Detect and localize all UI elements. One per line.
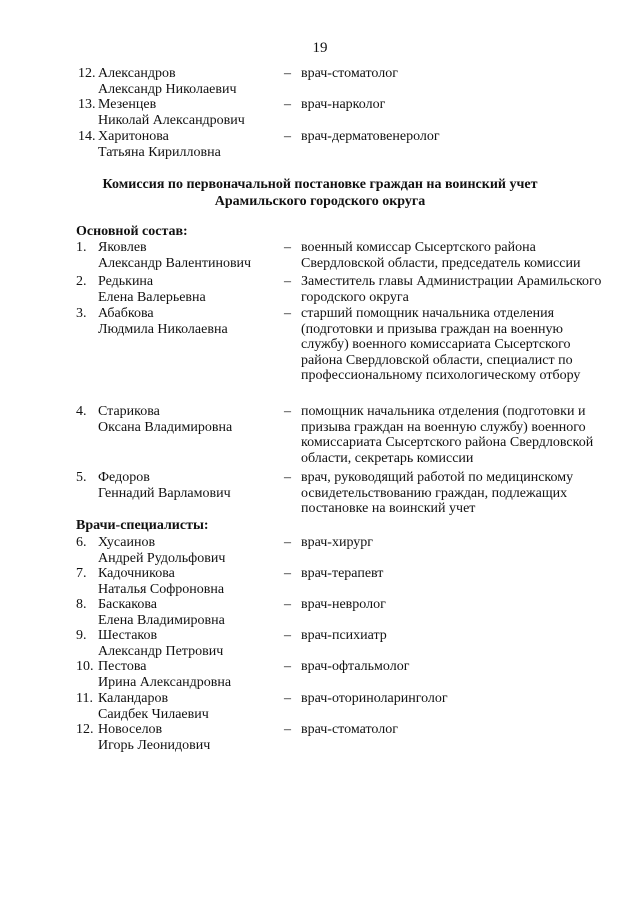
dash: – (284, 306, 291, 321)
item-number: 2. (76, 274, 87, 289)
commission-title-line1: Комиссия по первоначальной постановке граждан на воинский учет (102, 177, 538, 192)
given-name: Александр Николаевич (98, 82, 237, 97)
position: старший помощник начальника отделения (подготовки и призыва граждан на военную службу) военного комиссариата Сысертского района Свердловской области, специалист по профессиональному психологическому отбору (301, 306, 581, 383)
dash: – (284, 659, 291, 674)
item-number: 11. (76, 691, 93, 706)
surname: Баскакова (98, 597, 158, 612)
surname: Кадочникова (98, 566, 175, 581)
position: военный комиссар Сысертского района Свердловской области, председатель комиссии (301, 240, 581, 271)
position: врач-хирург (301, 535, 374, 550)
position: врач-психиатр (301, 628, 387, 643)
position: врач-оториноларинголог (301, 691, 448, 706)
given-name: Оксана Владимировна (98, 420, 233, 435)
item-number: 10. (76, 659, 94, 674)
position: помощник начальника отделения (подготовки и призыва граждан на военную службу) военного комиссариата Сысертского района Свердловской области, секретарь комиссии (301, 404, 594, 466)
dash: – (284, 66, 291, 81)
given-name: Александр Валентинович (98, 256, 252, 271)
surname: Редькина (98, 274, 154, 289)
position: врач-стоматолог (301, 722, 398, 737)
dash: – (284, 628, 291, 643)
dash: – (284, 97, 291, 112)
commission-title-line2: Арамильского городского округа (214, 194, 426, 209)
position: врач-офтальмолог (301, 659, 410, 674)
surname: Хусаинов (98, 535, 156, 550)
section-heading-main: Основной состав: (76, 224, 188, 239)
item-number: 7. (76, 566, 87, 581)
position: врач-терапевт (301, 566, 384, 581)
surname: Яковлев (98, 240, 147, 255)
item-number: 9. (76, 628, 87, 643)
item-number: 12. (76, 722, 94, 737)
surname: Федоров (98, 470, 150, 485)
dash: – (284, 597, 291, 612)
surname: Александров (98, 66, 176, 81)
given-name: Андрей Рудольфович (98, 551, 226, 566)
dash: – (284, 722, 291, 737)
surname: Новоселов (98, 722, 163, 737)
surname: Мезенцев (98, 97, 157, 112)
given-name: Ирина Александровна (98, 675, 232, 690)
surname: Старикова (98, 404, 160, 419)
dash: – (284, 404, 291, 419)
position: Заместитель главы Администрации Арамильского городского округа (301, 274, 602, 305)
dash: – (284, 566, 291, 581)
item-number: 1. (76, 240, 87, 255)
position: врач, руководящий работой по медицинскому освидетельствованию граждан, подлежащих постановке на воинский учет (301, 470, 574, 516)
given-name: Геннадий Варламович (98, 486, 231, 501)
dash: – (284, 129, 291, 144)
surname: Шестаков (98, 628, 158, 643)
item-number: 12. (78, 66, 96, 81)
position: врач-дерматовенеролог (301, 129, 440, 144)
dash: – (284, 274, 291, 289)
page-number: 19 (312, 40, 328, 56)
given-name: Игорь Леонидович (98, 738, 211, 753)
surname: Харитонова (98, 129, 169, 144)
surname: Абабкова (98, 306, 154, 321)
item-number: 5. (76, 470, 87, 485)
given-name: Елена Владимировна (98, 613, 225, 628)
given-name: Наталья Софроновна (98, 582, 225, 597)
position: врач-стоматолог (301, 66, 398, 81)
given-name: Людмила Николаевна (98, 322, 228, 337)
given-name: Саидбек Чилаевич (98, 707, 209, 722)
item-number: 4. (76, 404, 87, 419)
surname: Каландаров (98, 691, 169, 706)
given-name: Александр Петрович (98, 644, 224, 659)
position: врач-невролог (301, 597, 386, 612)
item-number: 14. (78, 129, 96, 144)
item-number: 3. (76, 306, 87, 321)
given-name: Николай Александрович (98, 113, 245, 128)
dash: – (284, 470, 291, 485)
dash: – (284, 240, 291, 255)
item-number: 13. (78, 97, 96, 112)
dash: – (284, 535, 291, 550)
dash: – (284, 691, 291, 706)
section-heading-doctors: Врачи-специалисты: (76, 518, 209, 533)
given-name: Елена Валерьевна (98, 290, 206, 305)
position: врач-нарколог (301, 97, 386, 112)
item-number: 8. (76, 597, 87, 612)
item-number: 6. (76, 535, 87, 550)
given-name: Татьяна Кирилловна (98, 145, 221, 160)
surname: Пестова (98, 659, 147, 674)
